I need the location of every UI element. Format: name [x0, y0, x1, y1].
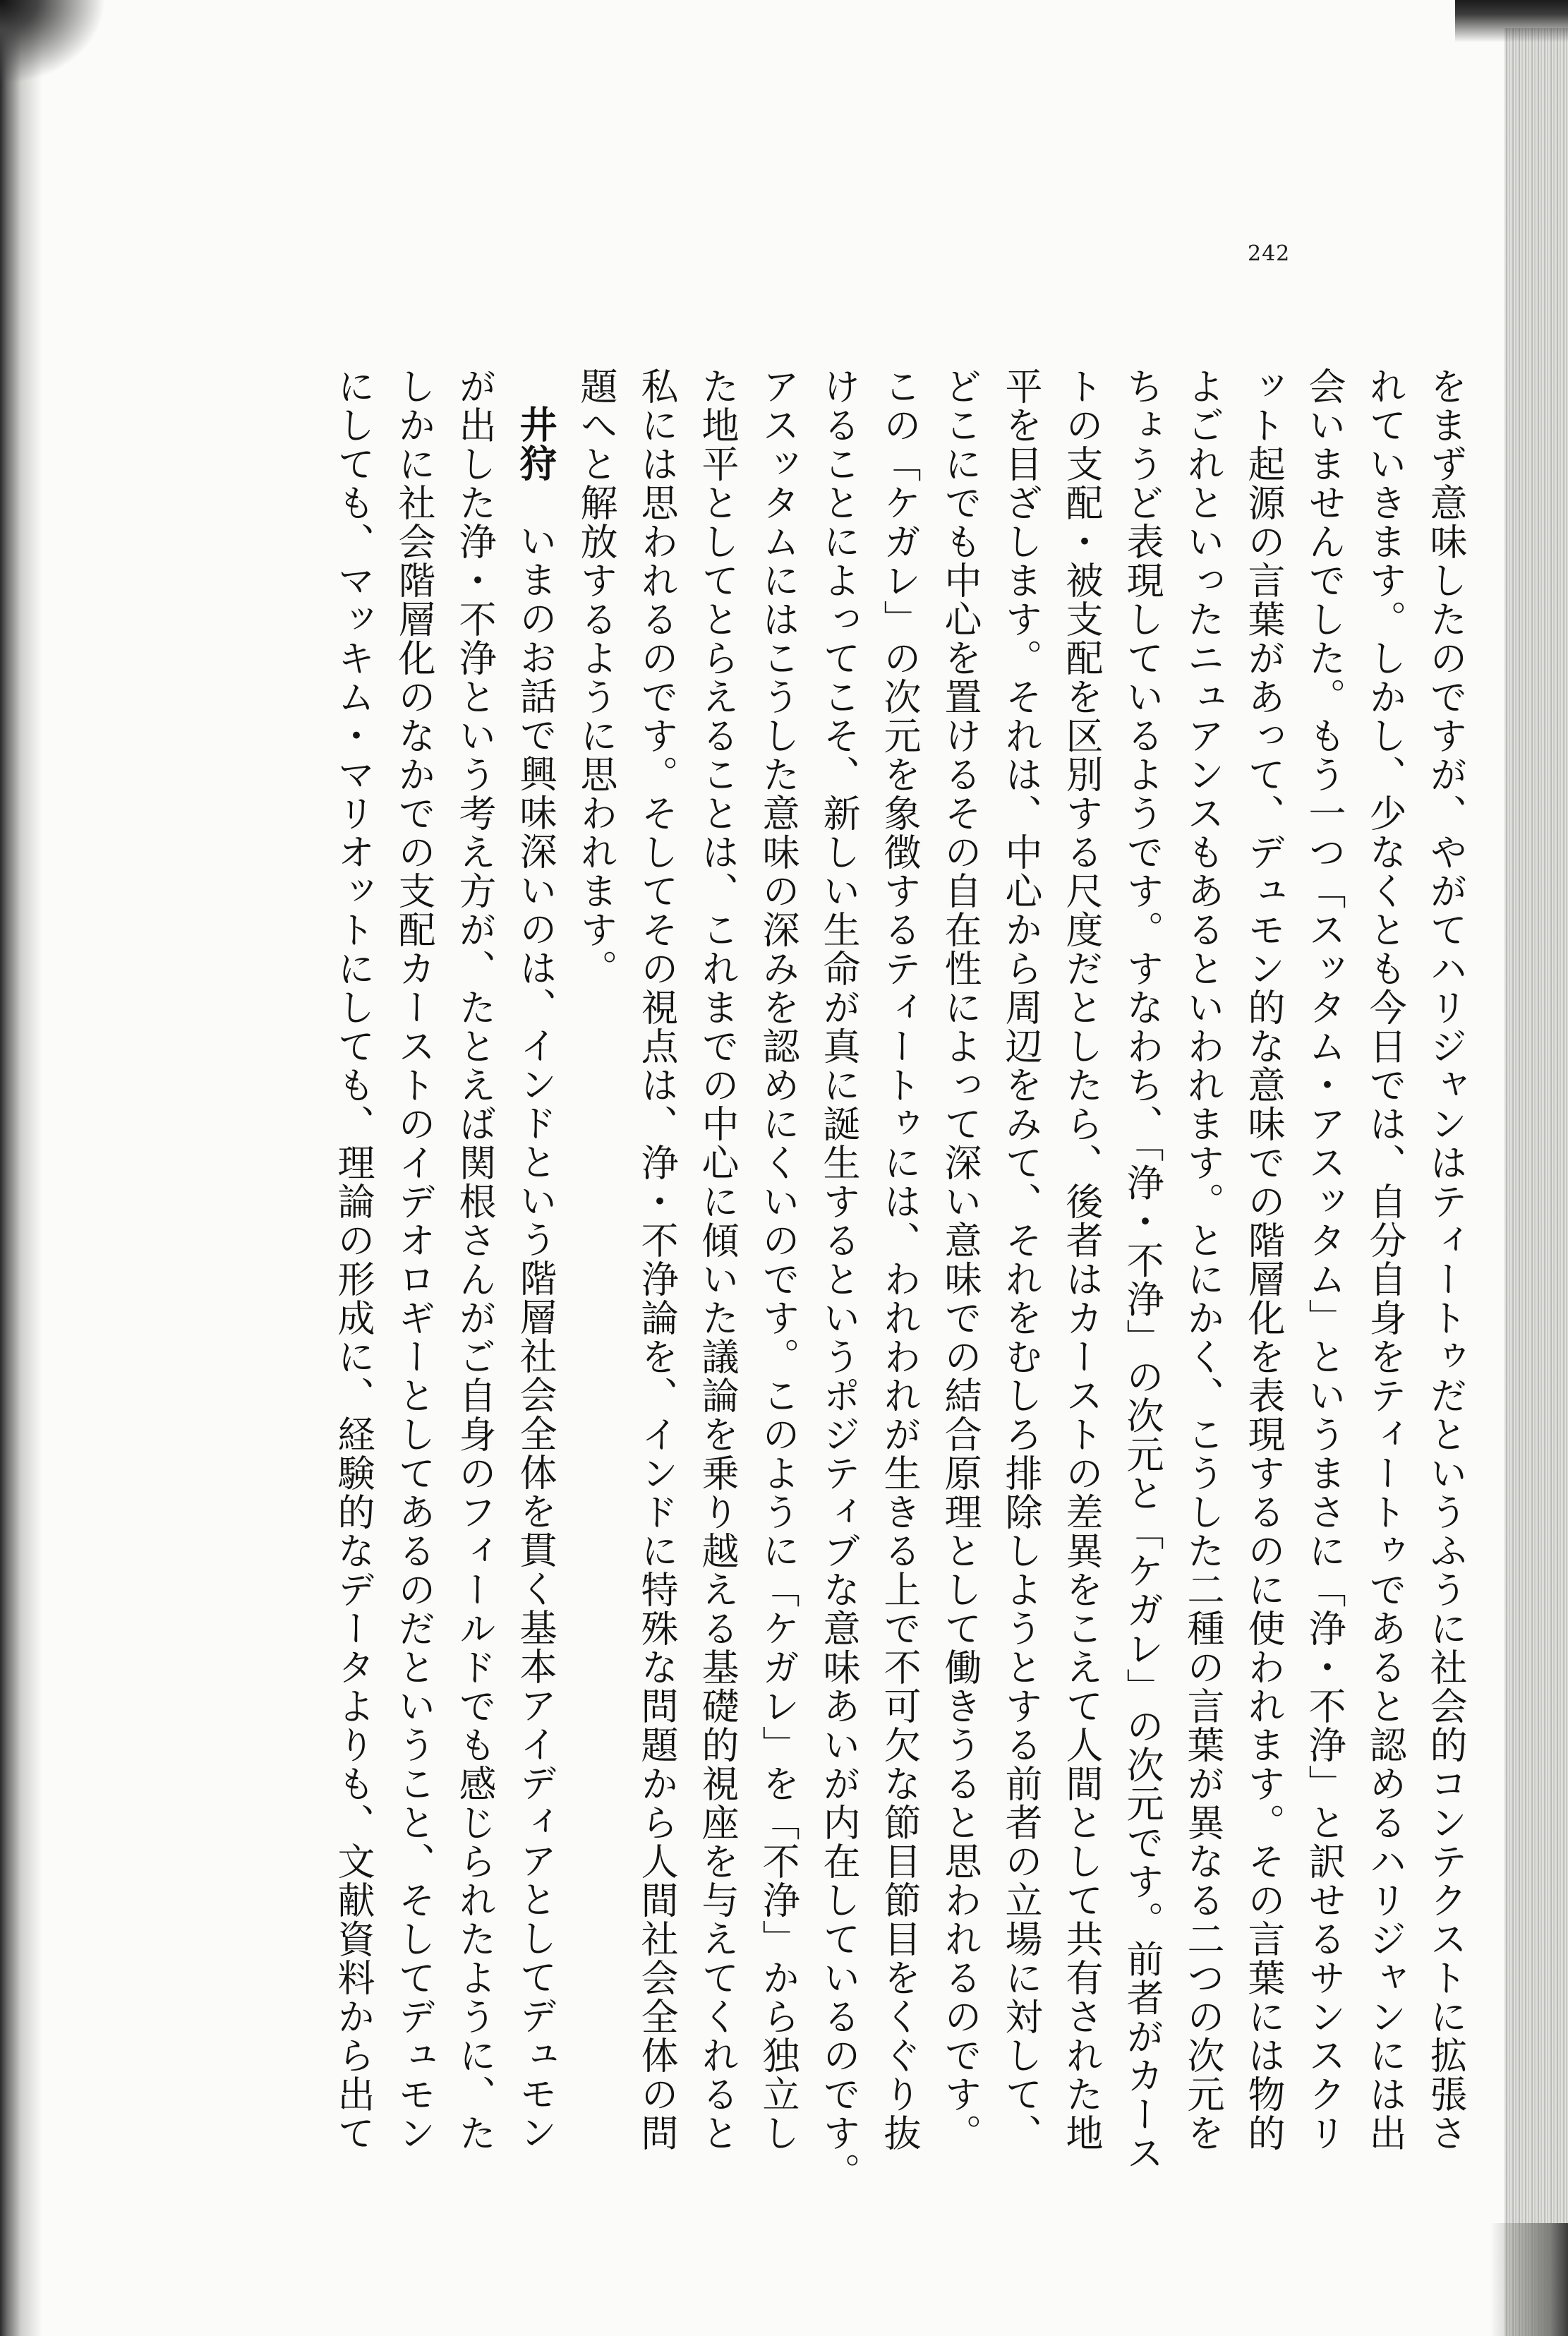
text-line: 会いませんでした。もう一つ「スッタム・アスッタム」というまさに「浄・不浄」と訳せるサンスクリ [1303, 367, 1346, 2153]
speaker-text [514, 483, 557, 522]
speaker-first-line: いまのお話で興味深いのは、インドという階層社会全体を貫く基本アイディアとしてデュモン [514, 522, 557, 2152]
spine-shadow [0, 0, 42, 2336]
text-line: た地平としてとらえることは、これまでの中心に傾いた議論を乗り越える基礎的視座を与えてくれると [696, 367, 739, 2153]
corner-shadow [1490, 2223, 1568, 2336]
page-edge-stack [1504, 28, 1568, 2336]
speaker-name: 井狩 [514, 405, 557, 483]
text-line: トの支配・被支配を区別する尺度だとしたら、後者はカーストの差異をこえて人間として共有された地 [1060, 367, 1103, 2153]
text-line: よごれといったニュアンスもあるといわれます。とにかく、こうした二種の言葉が異なる二つの次元を [1181, 367, 1224, 2153]
text-line: この「ケガレ」の次元を象徴するティートゥには、われわれが生きる上で不可欠な節目節目をくぐり抜 [878, 367, 921, 2153]
text-line: 私には思われるのです。そしてその視点は、浄・不浄論を、インドに特殊な問題から人間社会全体の問 [635, 367, 678, 2153]
text-line: 題へと解放するように思われます。 [574, 367, 617, 988]
text-line: アスッタムにはこうした意味の深みを認めにくいのです。このように「ケガレ」を「不浄」から独立し [756, 367, 800, 2153]
text-line: にしても、マッキム・マリオットにしても、理論の形成に、経験的なデータよりも、文献資料から出て [332, 367, 375, 2153]
text-line: 平を目ざします。それは、中心から周辺をみて、それをむしろ排除しようとする前者の立場に対して、 [999, 367, 1042, 2153]
page-edge-shadow [1455, 0, 1568, 42]
text-line: が出した浄・不浄という考え方が、たとえば関根さんがご自身のフィールドでも感じられたように、た [453, 367, 496, 2153]
text-line: けることによってこそ、新しい生命が真に誕生するというポジティブな意味あいが内在しているのです。 [817, 367, 860, 2191]
speaker-line [512, 367, 557, 2311]
text-line: しかに社会階層化のなかでの支配カーストのイデオロギーとしてあるのだということ、そしてデュモン [392, 367, 435, 2153]
page-curl-shadow [0, 0, 106, 85]
vertical-text-body [99, 367, 1468, 2287]
page-number: 242 [1248, 241, 1291, 266]
text-line: どこにでも中心を置けるその自在性によって深い意味での結合原理として働きうると思われるのです。 [939, 367, 982, 2153]
text-line: ちょうど表現しているようです。すなわち、「浄・不浄」の次元と「ケガレ」の次元です。前者がカース [1121, 367, 1164, 2173]
text-line: ット起源の言葉があって、デュモン的な意味での階層化を表現するのに使われます。その言葉には物的 [1242, 367, 1285, 2153]
text-line: をまず意味したのですが、やがてハリジャンはティートゥだというふうに社会的コンテクストに拡張さ [1424, 367, 1467, 2153]
text-line: れていきます。しかし、少なくとも今日では、自分自身をティートゥであると認めるハリジャンには出 [1363, 367, 1406, 2153]
